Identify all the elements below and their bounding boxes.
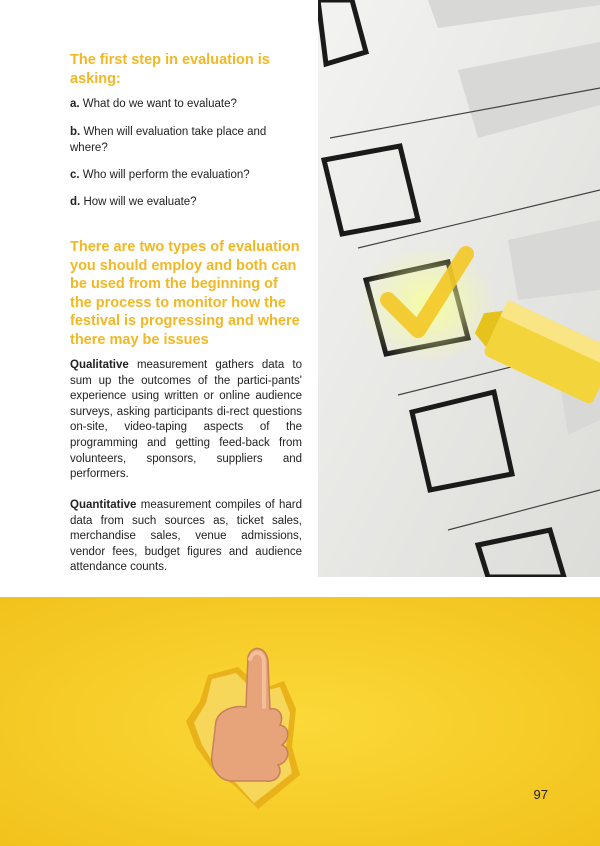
qualitative-text: measurement gathers data to sum up the outcomes of the partici-pants' experience using written or online audience surveys, asking participants di-rect questions on-site, video-taping aspects of the programming and getting feed-back from volunteers, sponsors, suppliers and performers. bbox=[70, 359, 302, 481]
qualitative-term: Qualitative bbox=[70, 359, 129, 371]
question-text: When will evaluation take place and where? bbox=[70, 126, 267, 154]
question-text: What do we want to evaluate? bbox=[82, 98, 237, 110]
page-number: 97 bbox=[533, 787, 548, 802]
qualitative-paragraph bbox=[70, 358, 302, 483]
question-a bbox=[70, 97, 302, 113]
question-c bbox=[70, 168, 302, 184]
question-text: How will we evaluate? bbox=[83, 196, 197, 208]
question-text: Who will perform the evaluation? bbox=[82, 169, 250, 181]
checklist-illustration bbox=[318, 0, 600, 577]
quantitative-text: measurement compiles of hard data from such sources as, ticket sales, merchandise sales, venue admissions, vendor fees, budget figures and audience attendance counts. bbox=[70, 499, 302, 574]
question-b bbox=[70, 125, 302, 156]
question-letter: b. bbox=[70, 126, 81, 138]
question-letter: c. bbox=[70, 169, 80, 181]
checklist-photo bbox=[318, 0, 600, 577]
quantitative-paragraph bbox=[70, 498, 302, 576]
heading-first-step: The first step in evaluation is asking: bbox=[70, 52, 270, 87]
quantitative-term: Quantitative bbox=[70, 499, 137, 511]
question-d bbox=[70, 195, 302, 211]
question-letter: d. bbox=[70, 196, 81, 208]
thumbs-up-illustration bbox=[0, 597, 600, 846]
heading-two-types: There are two types of evaluation you should employ and both can be used from the beginning of the process to monitor how the festival is progressing and where there may be issues bbox=[70, 239, 300, 348]
question-letter: a. bbox=[70, 98, 80, 110]
thumbs-up-photo bbox=[0, 597, 600, 846]
